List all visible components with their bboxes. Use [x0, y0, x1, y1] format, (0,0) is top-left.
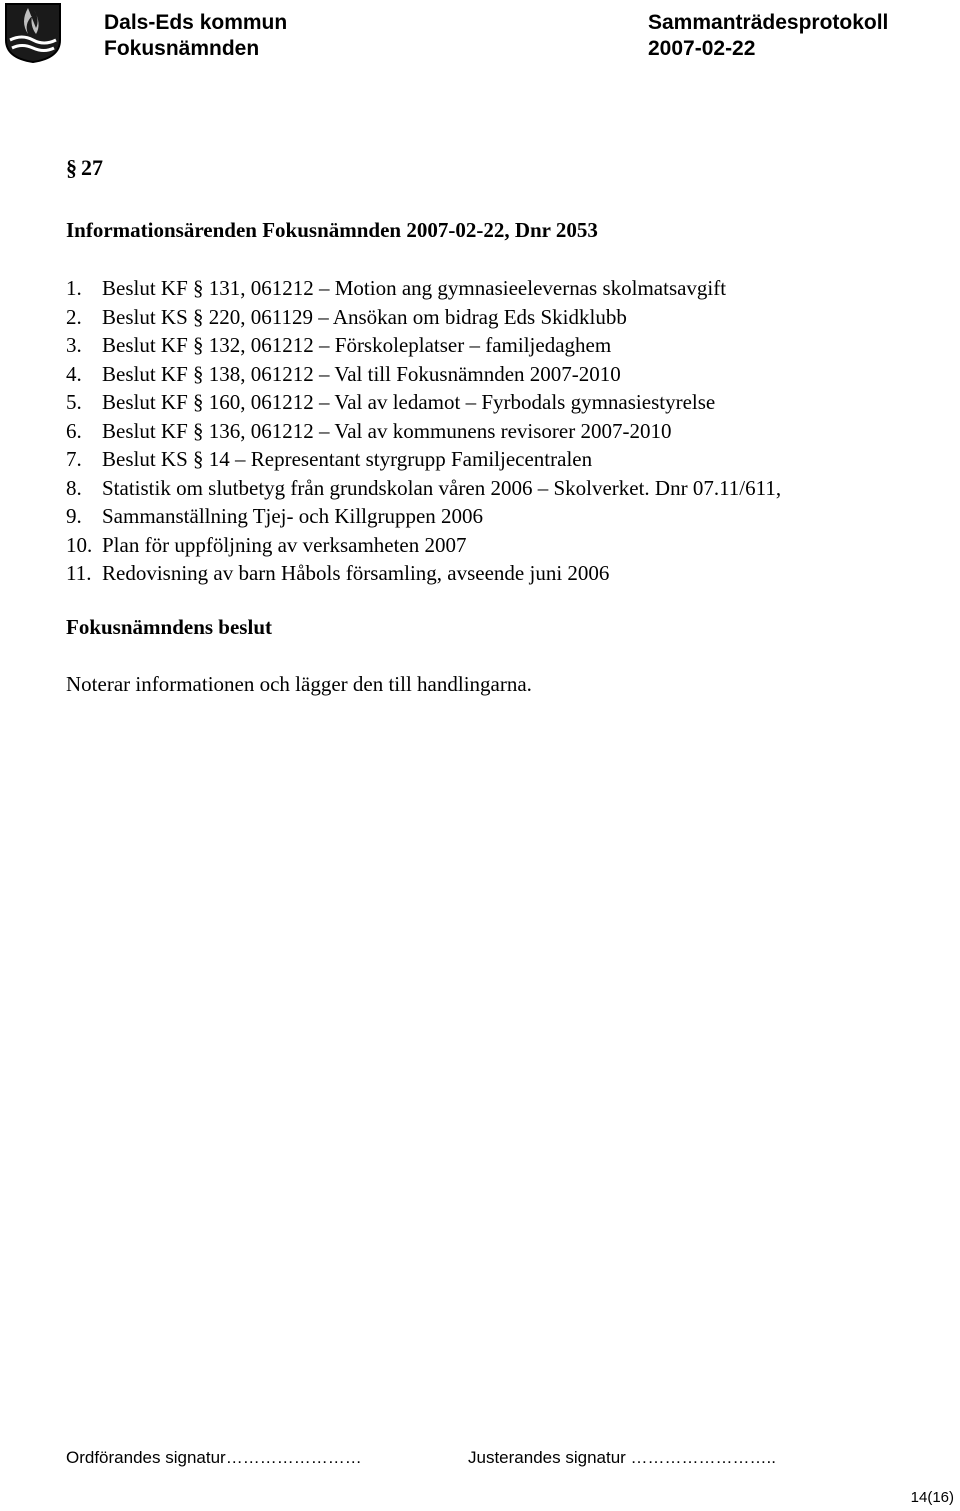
meeting-date: 2007-02-22	[648, 37, 756, 60]
list-item: 11. Redovisning av barn Håbols församling, avseende juni 2006	[66, 561, 610, 585]
municipal-logo-icon	[2, 2, 64, 64]
chair-signature-line: Ordförandes signatur……………………	[66, 1448, 362, 1467]
list-item: 3. Beslut KF § 132, 061212 – Förskoleplatser – familjedaghem	[66, 333, 612, 357]
list-item: 1. Beslut KF § 131, 061212 – Motion ang gymnasieelevernas skolmatsavgift	[66, 276, 727, 300]
document-type: Sammanträdesprotokoll	[648, 11, 889, 34]
section-number	[66, 155, 103, 181]
list-item: 10. Plan för uppföljning av verksamheten 2007	[66, 532, 467, 557]
list-item: 8. Statistik om slutbetyg från grundskolan våren 2006 – Skolverket. Dnr 07.11/611,	[66, 475, 782, 500]
section-symbol: §	[66, 155, 77, 180]
adjuster-signature-line: Justerandes signatur ……………………..	[468, 1448, 776, 1467]
list-item: 5. Beslut KF § 160, 061212 – Val av ledamot – Fyrbodals gymnasiestyrelse	[66, 390, 716, 414]
header-left	[104, 10, 287, 62]
decision-heading: Fokusnämndens beslut	[66, 615, 272, 639]
list-item: 4. Beslut KF § 138, 061212 – Val till Fokusnämnden 2007-2010	[66, 361, 621, 386]
list-item: 7. Beslut KS § 14 – Representant styrgrupp Familjecentralen	[66, 447, 593, 471]
list-item: 2. Beslut KS § 220, 061129 – Ansökan om bidrag Eds Skidklubb	[66, 304, 627, 329]
municipality-name: Dals-Eds kommun	[104, 11, 288, 34]
paragraph-number: 27	[81, 155, 103, 180]
list-item: 9. Sammanställning Tjej- och Killgruppen 2006	[66, 504, 484, 528]
header-right	[648, 10, 888, 62]
page-number: 14(16)	[910, 1489, 954, 1506]
committee-name: Fokusnämnden	[104, 37, 260, 60]
decision-text: Noterar informationen och lägger den till handlingarna.	[66, 672, 532, 696]
information-items-list	[66, 274, 781, 588]
page-title: Informationsärenden Fokusnämnden 2007-02-22, Dnr 2053	[66, 218, 598, 242]
list-item: 6. Beslut KF § 136, 061212 – Val av kommunens revisorer 2007-2010	[66, 418, 672, 443]
